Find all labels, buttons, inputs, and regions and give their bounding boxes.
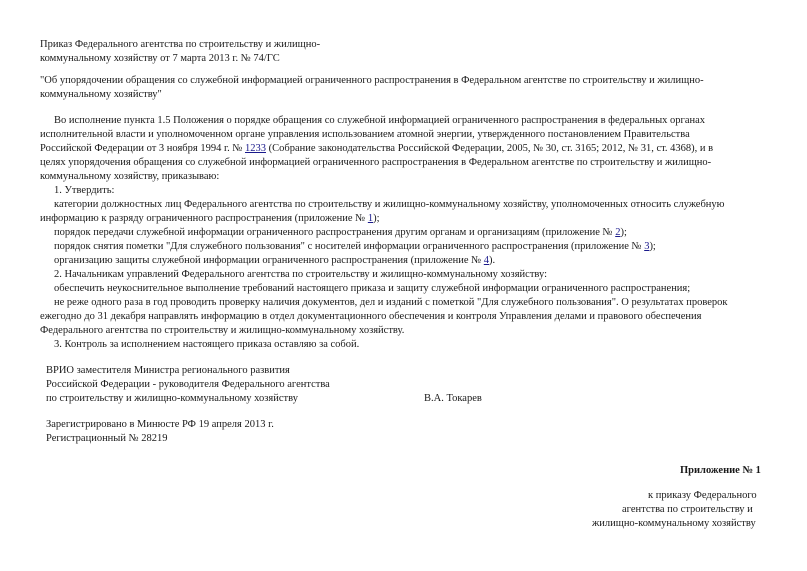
- signature-position-line3: по строительству и жилищно-коммунальному хозяйству: [46, 393, 298, 404]
- item-2b-line3: Федерального агентства по строительству и жилищно-коммунальному хозяйству.: [40, 325, 405, 336]
- appendix-ref-line3: жилищно-коммунальному хозяйству: [592, 518, 756, 529]
- decree-1233-link[interactable]: 1233: [244, 143, 266, 154]
- item-1b-text: порядок передачи служебной информации ограниченного распространения другим органам и организациям (приложение №: [54, 227, 616, 238]
- preamble-line2: исполнительной власти и уполномоченном органе управления использованием атомной энергии, утвержденного постановлением Правительства: [40, 129, 690, 140]
- item-2b-line1: не реже одного раза в год проводить проверку наличия документов, дел и изданий с пометкой "Для служебного пользования". О результатах проверок: [54, 297, 728, 308]
- item-1b: [54, 226, 627, 240]
- item-1d-text: организацию защиты служебной информации ограниченного распространения (приложение №: [54, 255, 484, 266]
- appendix-ref-line1: к приказу Федерального: [648, 490, 757, 501]
- appendix-2-link[interactable]: 2: [615, 227, 621, 238]
- order-title-line2: коммунальному хозяйству от 7 марта 2013 г. № 74/ГС: [40, 53, 280, 64]
- item-1a-text: информацию к разряду ограниченного распространения (приложение №: [40, 213, 368, 224]
- item-2b-line2: ежегодно до 31 декабря направлять информацию в отдел документационного обеспечения и контроля Управления делами и правового обеспечения: [40, 311, 702, 322]
- item-1a-line2: [40, 212, 380, 226]
- appendix-ref-line2: агентства по строительству и: [622, 504, 753, 515]
- item-1c: [54, 240, 656, 254]
- item-1c-text: порядок снятия пометки "Для служебного пользования" с носителей информации ограниченного распространения (приложение №: [54, 241, 645, 252]
- item-2a: обеспечить неукоснительное выполнение требований настоящего приказа и защиту служебной информации ограниченного распространения;: [54, 283, 691, 294]
- order-title-line1: Приказ Федерального агентства по строительству и жилищно-: [40, 39, 321, 50]
- order-subject-line1: "Об упорядочении обращения со служебной информацией ограниченного распространения в Федеральном агентстве по строительству и жилищно-: [40, 75, 704, 86]
- preamble-line3-text: Российской Федерации от 3 ноября 1994 г. №: [40, 143, 245, 154]
- item-1d-end: ).: [489, 255, 496, 266]
- item-3: 3. Контроль за исполнением настоящего приказа оставляю за собой.: [54, 339, 360, 350]
- appendix-4-link[interactable]: 4: [483, 255, 490, 266]
- preamble-line5: коммунальному хозяйству, приказываю:: [40, 171, 220, 182]
- item-1a-line1: категории должностных лиц Федерального агентства по строительству и жилищно-коммунальному хозяйству, уполномоченных относить служебную: [54, 199, 725, 210]
- item-1: 1. Утвердить:: [54, 185, 115, 196]
- preamble-line1: Во исполнение пункта 1.5 Положения о порядке обращения со служебной информацией ограниченного распространения в федеральных органах: [54, 115, 706, 126]
- signatory-name: В.А. Токарев: [424, 393, 482, 404]
- appendix-title: Приложение № 1: [680, 465, 761, 476]
- signature-position-line2: Российской Федерации - руководителя Федерального агентства: [46, 379, 330, 390]
- registration-line1: Зарегистрировано в Минюсте РФ 19 апреля 2013 г.: [46, 419, 274, 430]
- preamble-line3: [40, 142, 713, 156]
- item-1d: [54, 254, 495, 268]
- appendix-3-link[interactable]: 3: [644, 241, 650, 252]
- preamble-line3-rest: (Собрание законодательства Российской Федерации, 2005, № 30, ст. 3165; 2012, № 31, ст. 4368), и в: [265, 143, 714, 154]
- item-2: 2. Начальникам управлений Федерального агентства по строительству и жилищно-коммунальному хозяйству:: [54, 269, 548, 280]
- item-1a-end: );: [373, 213, 380, 224]
- preamble-line4: целях упорядочения обращения со служебной информацией ограниченного распространения в Федеральном агентстве по строительству и жилищно-: [40, 157, 712, 168]
- registration-number: Регистрационный № 28219: [46, 433, 168, 444]
- item-1c-end: );: [649, 241, 656, 252]
- signature-position-line1: ВРИО заместителя Министра регионального развития: [46, 365, 290, 376]
- appendix-1-link[interactable]: 1: [367, 213, 374, 224]
- item-1b-end: );: [620, 227, 627, 238]
- order-subject-line2: коммунальному хозяйству": [40, 89, 162, 100]
